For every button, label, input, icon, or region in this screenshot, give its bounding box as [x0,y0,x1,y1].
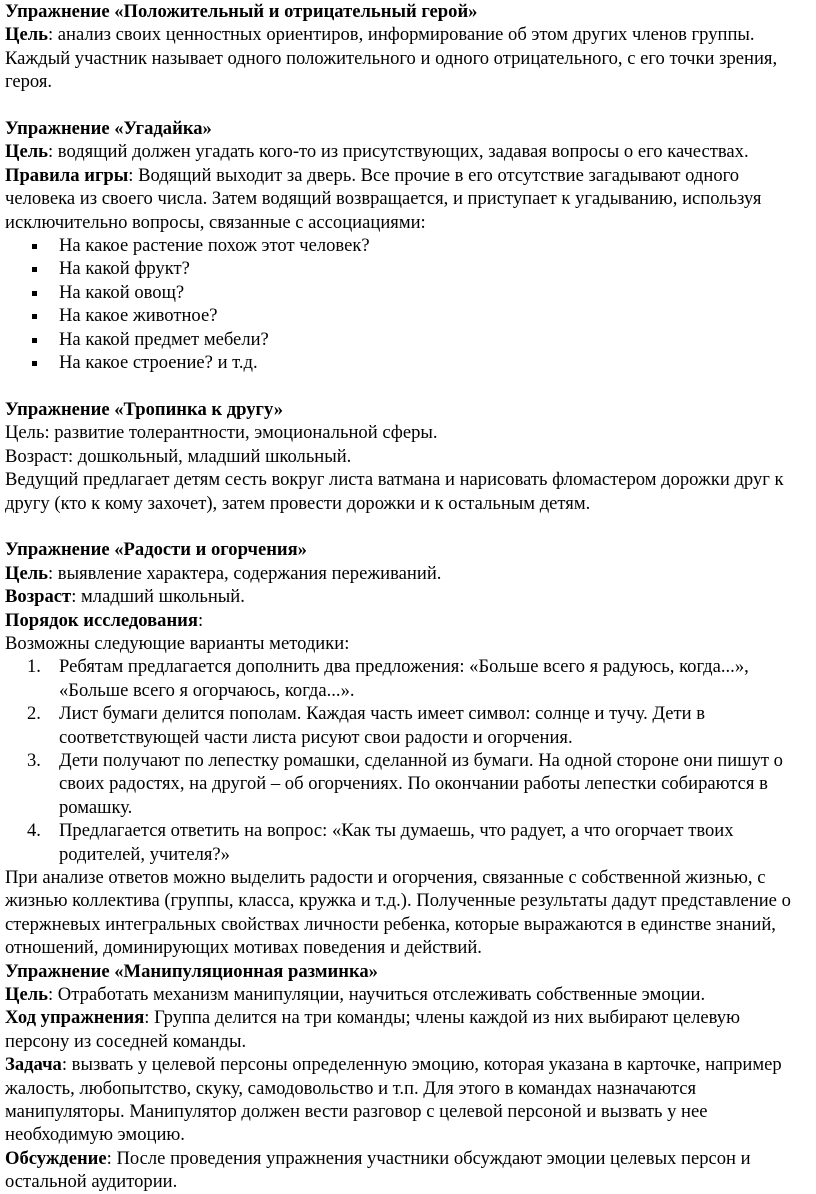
variants-intro: Возможны следующие варианты методики: [5,632,350,654]
discussion-label: Обсуждение [5,1147,107,1169]
goal-text: : Отработать механизм манипуляции, научиться отслеживать собственные эмоции. [47,984,706,1006]
order-colon: : [197,609,204,631]
item-text: Предлагается ответить на вопрос: «Как ты думаешь, что радует, а что огорчает твоих родителей, учителя?» [59,820,734,865]
list-item [27,655,801,702]
discussion-text: : После проведения упражнения участники обсуждают эмоции целевых персон и остальной аудитории. [5,1147,751,1193]
analysis-paragraph: При анализе ответов можно выделить радости и огорчения, связанные с собственной жизнью, с жизнью коллектива (группы, класса, кружка и т.д.). Полученные результаты дадут представление о стержневых интегральных свойствах личности ребенка, которые выражаются в единстве знаний, отношений, доминирующих мотивах поведения и действий. [5,866,791,959]
exercise-title: Упражнение «Тропинка к другу» [5,398,284,420]
exercise-goal [5,23,801,93]
order-label: Порядок исследования [5,609,198,631]
list-item [27,702,801,749]
paragraph-gap [5,515,801,538]
list-item: На какое строение? и т.д. [59,351,801,374]
exercise-path-to-friend [5,398,801,515]
goal-text: : водящий должен угадать кого-то из присутствующих, задавая вопросы о его качествах. [47,141,749,163]
exercise-goal: Цель: развитие толерантности, эмоциональной сферы. [5,422,438,444]
item-number: 4. [27,820,41,842]
goal-label: Цель [5,562,48,584]
exercise-task [5,1053,801,1147]
exercise-joys-and-sorrows [5,538,801,959]
goal-text: : анализ своих ценностных ориентиров, информирование об этом других членов группы. Каждый участник называет одного положительного и одного отрицательного, с его точки зрения, героя. [5,24,778,93]
exercise-title: Упражнение «Манипуляционная разминка» [5,960,378,982]
exercise-goal [5,983,801,1006]
questions-list [5,234,801,374]
exercise-positive-negative-hero [5,0,801,94]
exercise-course [5,1006,801,1053]
list-item: На какой фрукт? [59,257,801,280]
exercise-title: Упражнение «Угадайка» [5,118,212,140]
exercise-rules [5,164,801,234]
exercise-discussion [5,1147,801,1194]
list-item: На какое растение похож этот человек? [59,234,801,257]
item-number: 1. [27,656,41,678]
exercise-manipulation-warmup [5,960,801,1194]
list-item: На какой предмет мебели? [59,328,801,351]
task-label: Задача [5,1054,62,1076]
exercise-guess [5,117,801,374]
paragraph-gap [5,374,801,397]
rules-label: Правила игры [5,164,129,186]
exercise-age [5,585,801,608]
list-item: На какое животное? [59,304,801,327]
goal-text: : выявление характера, содержания переживаний. [47,562,442,584]
item-number: 3. [27,749,41,771]
exercise-goal [5,562,801,585]
rules-text: : Водящий выходит за дверь. Все прочие в его отсутствие загадывают одного человека из своего числа. Затем водящий возвращается, и приступает к угадыванию, используя исключительно вопросы, связанные с ассоциациями: [5,164,762,233]
item-number: 2. [27,703,41,725]
course-label: Ход упражнения [5,1007,145,1029]
item-text: Дети получают по лепестку ромашки, сделанной из бумаги. На одной стороне они пишут о своих радостях, на другой – об огорчениях. По окончании работы лепестки собираются в ромашку. [59,749,783,818]
age-label: Возраст [5,586,72,608]
age-text: : младший школьный. [71,586,245,608]
goal-label: Цель [5,141,48,163]
list-item [27,749,801,819]
exercise-title: Упражнение «Положительный и отрицательный герой» [5,1,478,22]
item-text: Ребятам предлагается дополнить два предложения: «Больше всего я радуюсь, когда...», «Больше всего я огорчаюсь, когда...». [59,656,749,701]
task-text: : вызвать у целевой персоны определенную эмоцию, которая указана в карточке, например жалость, любопытство, скуку, самодовольство и т.п. Для этого в командах назначаются манипуляторы. Манипулятор должен вести разговор с целевой персоной и вызвать у нее необходимую эмоцию. [5,1054,782,1146]
exercise-age: Возраст: дошкольный, младший школьный. [5,445,352,467]
goal-label: Цель [5,984,48,1006]
variants-list [5,655,801,866]
course-text: : Группа делится на три команды; члены каждой из них выбирают целевую персону из соседней команды. [5,1007,740,1052]
exercise-goal [5,140,801,163]
goal-label: Цель [5,24,48,46]
list-item: На какой овощ? [59,281,801,304]
exercise-description: Ведущий предлагает детям сесть вокруг листа ватмана и нарисовать фломастером дорожки друг к другу (кто к кому захочет), затем провести дорожки и к остальным детям. [5,469,784,514]
exercise-order [5,609,801,632]
list-item [27,819,801,866]
exercise-title: Упражнение «Радости и огорчения» [5,539,307,561]
paragraph-gap [5,94,801,117]
item-text: Лист бумаги делится пополам. Каждая часть имеет символ: солнце и тучу. Дети в соответствующей части листа рисуют свои радости и огорчения. [59,703,706,748]
